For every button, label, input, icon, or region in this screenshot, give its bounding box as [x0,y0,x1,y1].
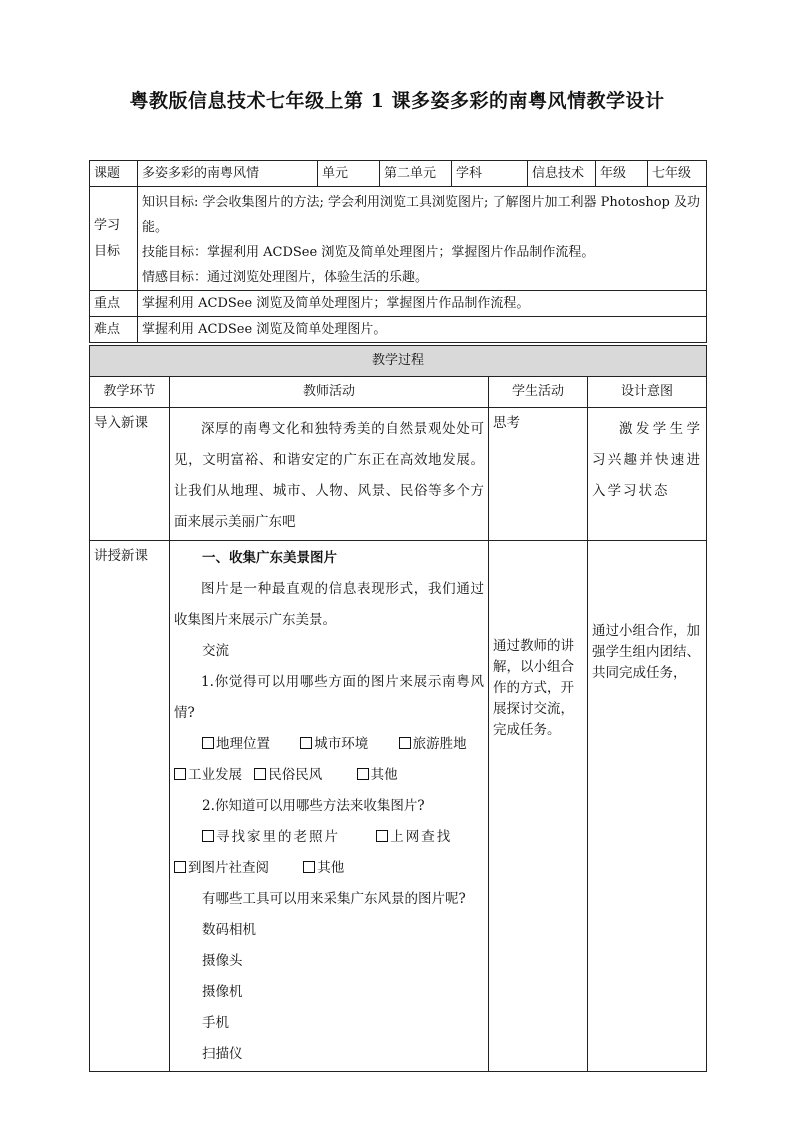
lecture-stage: 讲授新课 [90,541,170,1072]
tool-item: 手机 [202,1015,229,1031]
intro-intent-cell [588,408,707,541]
difficulty-label: 难点 [90,317,138,343]
checkbox-icon[interactable] [357,768,369,780]
option-label: 到图片社查阅 [188,860,269,876]
objectives-label-line1: 学习 [94,217,121,233]
option-label: 地理位置 [216,736,270,752]
document-title: 粤教版信息技术七年级上第 1 课多姿多彩的南粤风情教学设计 [129,90,665,112]
q2-options-row2 [174,853,484,884]
info-row-difficulty [90,317,707,343]
difficulty-value: 掌握利用 ACDSee 浏览及简单处理图片。 [138,317,707,343]
grade-value: 七年级 [648,161,707,187]
question-2: 2.你知道可以用哪些方法来收集图片? [202,798,425,814]
option-label: 民俗民风 [268,767,323,783]
column-header-row [90,377,707,408]
checkbox-icon[interactable] [174,768,186,780]
option-label: 工业发展 [188,767,242,783]
lecture-row [90,541,707,1072]
topic-label: 课题 [90,161,138,187]
objectives-label-line2: 目标 [94,243,121,259]
key-label: 重点 [90,291,138,317]
objectives-content [138,187,707,291]
checkbox-option[interactable] [202,736,270,752]
info-row-key [90,291,707,317]
lecture-teacher-cell [170,541,489,1072]
column-header-teacher: 教师活动 [170,377,489,408]
lecture-intent-cell [588,541,707,1072]
objective-skill: 技能目标：掌握利用 ACDSee 浏览及简单处理图片；掌握图片作品制作流程。 [142,245,595,260]
option-label: 上网查找 [390,829,453,845]
checkbox-option[interactable] [254,767,322,783]
process-table [89,345,707,1072]
intro-student-cell [489,408,588,541]
objective-emotion: 情感目标：通过浏览处理图片，体验生活的乐趣。 [142,270,429,285]
checkbox-icon[interactable] [303,861,315,873]
unit-value: 第二单元 [380,161,452,187]
key-value: 掌握利用 ACDSee 浏览及简单处理图片；掌握图片作品制作流程。 [138,291,707,317]
info-row-objectives [90,187,707,291]
checkbox-option[interactable] [376,829,452,845]
tool-item: 摄像机 [202,984,243,1000]
tool-item: 数码相机 [202,922,256,938]
checkbox-option[interactable] [300,736,368,752]
unit-label: 单元 [318,161,380,187]
info-row-topic [90,161,707,187]
option-label: 城市环境 [314,736,369,752]
option-label: 旅游胜地 [412,736,467,752]
column-header-intent: 设计意图 [588,377,707,408]
option-label: 其他 [317,860,345,876]
q1-options-row2 [174,760,484,791]
lecture-student-text: 通过教师的讲解，以小组合作的方式，开展探讨交流，完成任务。 [493,638,574,738]
column-header-student: 学生活动 [489,377,588,408]
info-table [89,160,707,343]
checkbox-option[interactable] [174,860,269,876]
exchange-label: 交流 [202,643,229,659]
option-label: 其他 [370,767,398,783]
intro-intent-text: 激发学生学习兴趣并快速进入学习状态 [592,421,703,499]
intro-student-text: 思考 [493,415,520,431]
subject-label: 学科 [452,161,528,187]
process-header-row [90,346,707,377]
checkbox-icon[interactable] [202,737,214,749]
checkbox-icon[interactable] [174,861,186,873]
checkbox-option[interactable] [174,767,242,783]
column-header-stage: 教学环节 [90,377,170,408]
intro-teacher-cell [170,408,489,541]
checkbox-icon[interactable] [254,768,266,780]
objectives-label [90,187,138,291]
option-label: 寻找家里的老照片 [216,829,340,845]
checkbox-option[interactable] [399,736,467,752]
q2-options-row1 [174,822,484,853]
checkbox-icon[interactable] [300,737,312,749]
question-1: 1.你觉得可以用哪些方面的图片来展示南粤风情? [174,674,484,721]
subject-value: 信息技术 [528,161,596,187]
checkbox-option[interactable] [357,767,398,783]
question-3: 有哪些工具可以用来采集广东风景的图片呢? [202,891,466,907]
intro-stage: 导入新课 [90,408,170,541]
checkbox-icon[interactable] [202,830,214,842]
checkbox-option[interactable] [303,860,344,876]
tool-item: 摄像头 [202,953,243,969]
grade-label: 年级 [596,161,648,187]
q1-options-row1 [174,729,484,760]
checkbox-icon[interactable] [376,830,388,842]
lecture-paragraph: 图片是一种最直观的信息表现形式，我们通过收集图片来展示广东美景。 [174,581,484,628]
intro-teacher-text: 深厚的南粤文化和独特秀美的自然景观处处可见，文明富裕、和谐安定的广东正在高效地发展。让我们从地理、城市、人物、风景、民俗等多个方面来展示美丽广东吧 [174,421,484,530]
intro-row [90,408,707,541]
lecture-heading: 一、收集广东美景图片 [202,550,337,566]
tool-item: 扫描仪 [202,1046,243,1062]
lecture-student-cell [489,541,588,1072]
checkbox-icon[interactable] [399,737,411,749]
checkbox-option[interactable] [202,829,340,845]
objective-knowledge: 知识目标: 学会收集图片的方法; 学会利用浏览工具浏览图片; 了解图片加工利器 Photoshop 及功能。 [142,195,700,235]
process-header: 教学过程 [90,346,707,377]
lecture-intent-text: 通过小组合作，加强学生组内团结、共同完成任务， [592,623,700,681]
topic-value: 多姿多彩的南粤风情 [138,161,318,187]
